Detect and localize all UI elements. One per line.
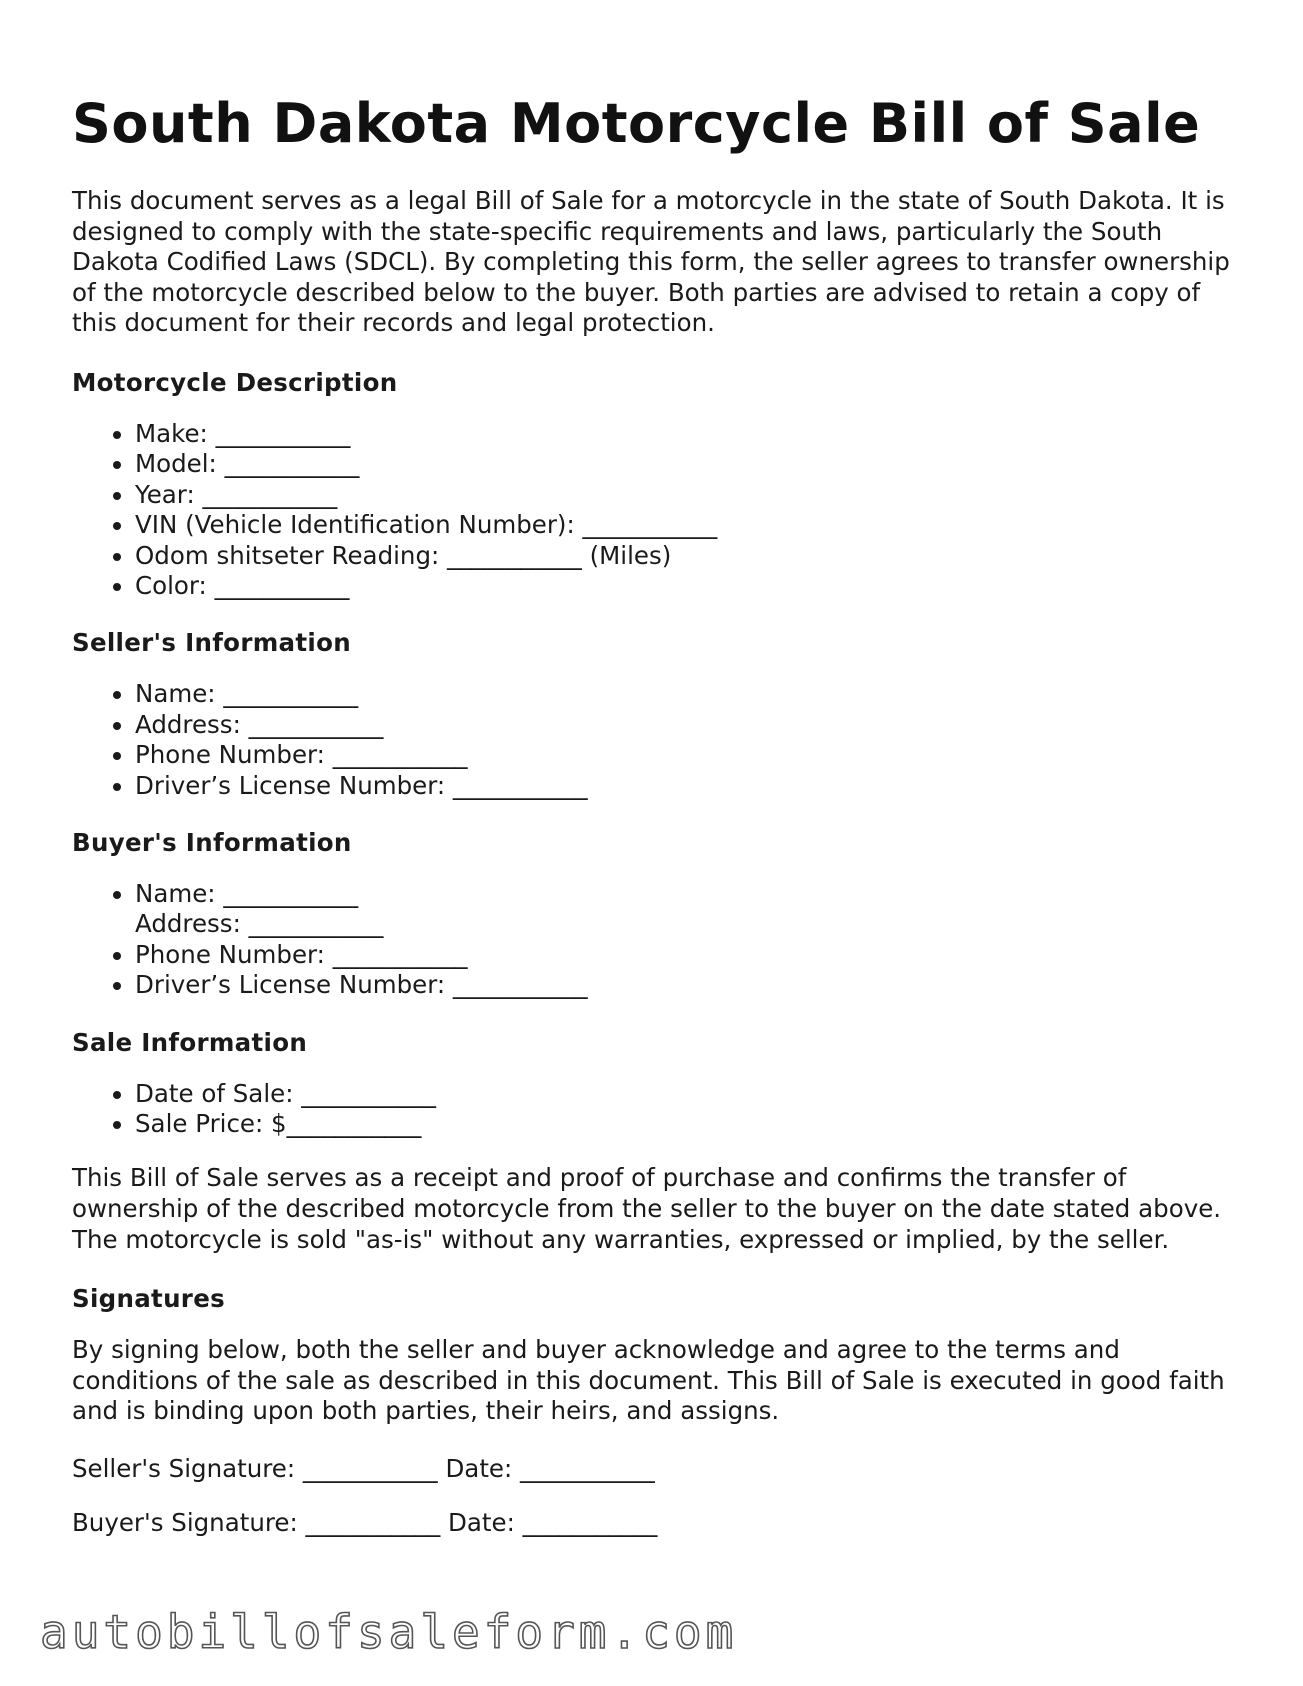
seller-signature-line: Seller's Signature: ___________ Date: ___________ xyxy=(72,1454,655,1484)
motorcycle-description-heading: Motorcycle Description xyxy=(72,367,398,397)
seller-name-field: • Name: ___________ xyxy=(135,679,1232,709)
document-title: South Dakota Motorcycle Bill of Sale xyxy=(72,92,1201,155)
model-field: • Model: ___________ xyxy=(135,449,1232,479)
sale-information-heading: Sale Information xyxy=(72,1027,308,1057)
seller-phone-field: • Phone Number: ___________ xyxy=(135,740,1232,770)
intro-paragraph: This document serves as a legal Bill of Sale for a motorcycle in the state of South Dakota. It is designed to comply with the state-specific requirements and laws, particularly the South Dakota Codified Laws (SDCL). By completing this form, the seller agrees to transfer ownership of the motorcycle described below to the buyer. Both parties are advised to retain a copy of this document for their records and legal protection. xyxy=(72,186,1230,338)
sale-price-field: • Sale Price: $___________ xyxy=(135,1109,1232,1139)
sale-date-field: • Date of Sale: ___________ xyxy=(135,1079,1232,1109)
buyer-information-list xyxy=(72,879,1232,1001)
receipt-paragraph: This Bill of Sale serves as a receipt and proof of purchase and confirms the transfer of ownership of the described motorcycle from the seller to the buyer on the date stated above. The motorcycle is sold "as-is" without any warranties, expressed or implied, by the seller. xyxy=(72,1163,1222,1254)
sale-information-list xyxy=(72,1079,1232,1140)
seller-information-heading: Seller's Information xyxy=(72,628,351,658)
seller-information-list xyxy=(72,679,1232,801)
seller-license-field: • Driver’s License Number: ___________ xyxy=(135,771,1232,801)
vin-field: • VIN (Vehicle Identification Number): ___________ xyxy=(135,510,1232,540)
seller-address-field: • Address: ___________ xyxy=(135,710,1232,740)
buyer-license-field: • Driver’s License Number: ___________ xyxy=(135,970,1232,1000)
year-field: • Year: ___________ xyxy=(135,480,1232,510)
buyer-name-field: • Name: ___________ xyxy=(135,879,1232,909)
odometer-field: • Odom shitseter Reading: ___________ (Miles) xyxy=(135,541,1232,571)
make-field: • Make: ___________ xyxy=(135,419,1232,449)
buyer-signature-line: Buyer's Signature: ___________ Date: ___________ xyxy=(72,1508,658,1538)
signatures-heading: Signatures xyxy=(72,1284,225,1314)
buyer-information-heading: Buyer's Information xyxy=(72,828,352,858)
watermark-text: autobillofsaleform.com xyxy=(40,1605,738,1659)
signatures-paragraph: By signing below, both the seller and buyer acknowledge and agree to the terms and conditions of the sale as described in this document. This Bill of Sale is executed in good faith and is binding upon both parties, their heirs, and assigns. xyxy=(72,1335,1225,1426)
color-field: • Color: ___________ xyxy=(135,571,1232,601)
document-body xyxy=(72,186,1232,1561)
motorcycle-description-list xyxy=(72,419,1232,601)
buyer-phone-field: • Phone Number: ___________ xyxy=(135,940,1232,970)
buyer-address-field: Address: ___________ xyxy=(135,909,384,939)
